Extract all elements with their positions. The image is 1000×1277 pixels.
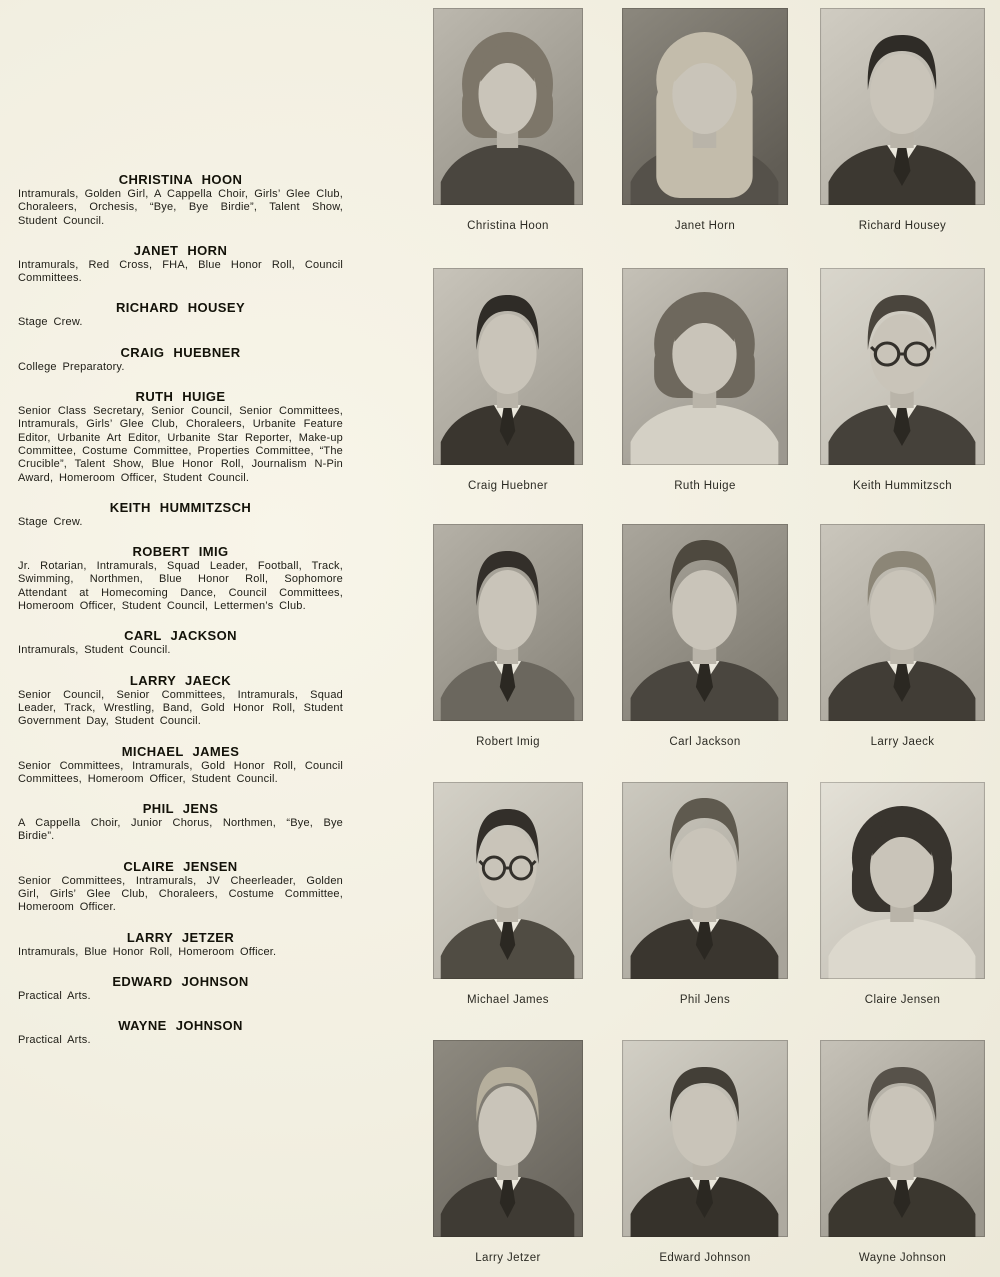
portrait-cell: [433, 268, 583, 492]
student-name: KEITH HUMMITZSCH: [109, 499, 252, 515]
student-name: EDWARD JOHNSON: [112, 973, 249, 989]
student-activities: Intramurals, Student Council.: [18, 644, 171, 657]
portrait-silhouette: [820, 268, 985, 465]
portrait-photo: [622, 782, 788, 979]
portrait-cell: [820, 268, 985, 492]
portrait-cell: [433, 8, 583, 232]
portrait-photo: [820, 524, 985, 721]
portrait-cell: [820, 524, 985, 748]
student-activities: Senior Class Secretary, Senior Council, Senior Committees, Intramurals, Girls’ Glee Club, Choraleers, Urbanite Feature Editor, Urbanite Art Editor, Urbanite Star Reporter, Make-up Committee, Costume Committee, Properties Committee, “The Crucible”, Talent Show, Blue Honor Roll, Journalism N-Pin Award, Homeroom Officer, Student Council.: [18, 405, 343, 484]
portrait-silhouette: [622, 1040, 788, 1237]
portrait-caption: Larry Jaeck: [870, 736, 935, 748]
student-activities: A Cappella Choir, Junior Chorus, Northmen, “Bye, Bye Birdie”.: [18, 817, 343, 843]
student-activities: Intramurals, Blue Honor Roll, Homeroom Officer.: [18, 945, 277, 958]
portrait-photo: [433, 268, 583, 465]
student-activities: Senior Committees, Intramurals, JV Cheerleader, Golden Girl, Girls’ Glee Club, Choraleers, Costume Committee, Homeroom Officer.: [18, 874, 343, 914]
portrait-silhouette: [820, 524, 985, 721]
student-activities: Intramurals, Red Cross, FHA, Blue Honor Roll, Council Committees.: [18, 258, 343, 285]
student-name: CLAIRE JENSEN: [123, 858, 238, 874]
portrait-photo: [622, 1040, 788, 1237]
portrait-silhouette: [622, 524, 788, 721]
portrait-silhouette: [433, 524, 583, 721]
portrait-silhouette: [622, 782, 788, 979]
portrait-caption: Ruth Huige: [674, 480, 736, 492]
portrait-silhouette: [622, 268, 788, 465]
portrait-caption: Larry Jetzer: [475, 1252, 541, 1264]
portrait-cell: [820, 8, 985, 232]
portrait-cell: [433, 782, 583, 1006]
student-activities: Intramurals, Golden Girl, A Cappella Choir, Girls’ Glee Club, Choraleers, Orchesis, “Bye, Bye Birdie”, Talent Show, Student Council.: [18, 188, 343, 227]
portrait-silhouette: [433, 1040, 583, 1237]
student-name: LARRY JETZER: [126, 929, 235, 945]
portrait-cell: [622, 8, 788, 232]
portrait-caption: Michael James: [467, 994, 549, 1006]
student-name: CHRISTINA HOON: [118, 172, 243, 187]
portrait-photo: [820, 1040, 985, 1237]
portrait-cell: [820, 782, 985, 1006]
student-activities: Practical Arts.: [18, 1034, 91, 1047]
portrait-cell: [622, 782, 788, 1006]
student-activities: Senior Council, Senior Committees, Intramurals, Squad Leader, Track, Wrestling, Band, Gold Honor Roll, Student Government Day, Student Council.: [18, 688, 343, 728]
student-activities: Stage Crew.: [18, 515, 83, 528]
student-name: CARL JACKSON: [124, 628, 237, 644]
portrait-photo: [433, 782, 583, 979]
portrait-cell: [433, 1040, 583, 1264]
student-activities: Practical Arts.: [18, 989, 91, 1002]
portrait-silhouette: [820, 1040, 985, 1237]
portrait-caption: Janet Horn: [674, 220, 736, 232]
portrait-photo: [433, 524, 583, 721]
portrait-caption: Carl Jackson: [669, 736, 741, 748]
portrait-cell: [433, 524, 583, 748]
student-name: JANET HORN: [133, 242, 228, 258]
portrait-cell: [622, 524, 788, 748]
portrait-silhouette: [820, 8, 985, 205]
portrait-caption: Edward Johnson: [659, 1252, 751, 1264]
student-name: LARRY JAECK: [129, 672, 232, 688]
portrait-caption: Phil Jens: [679, 994, 731, 1006]
student-activities: Jr. Rotarian, Intramurals, Squad Leader, Football, Track, Swimming, Northmen, Blue Honor Roll, Sophomore Attendant at Homecoming Dance, Council Committees, Homeroom Officer, Student Council, Lettermen’s Club.: [18, 560, 343, 613]
portrait-photo: [820, 268, 985, 465]
portrait-cell: [622, 268, 788, 492]
portrait-silhouette: [433, 782, 583, 979]
student-name: RICHARD HOUSEY: [115, 300, 246, 316]
portrait-cell: [820, 1040, 985, 1264]
portrait-silhouette: [433, 8, 583, 205]
portrait-silhouette: [820, 782, 985, 979]
portrait-photo: [820, 8, 985, 205]
student-name: CRAIG HUEBNER: [120, 344, 241, 360]
student-activities: Senior Committees, Intramurals, Gold Honor Roll, Council Committees, Homeroom Officer, Student Council.: [18, 759, 343, 785]
student-activities: College Preparatory.: [18, 360, 125, 373]
portrait-caption: Keith Hummitzsch: [852, 480, 953, 492]
portrait-cell: [622, 1040, 788, 1264]
portrait-silhouette: [622, 8, 788, 205]
portrait-photo: [622, 8, 788, 205]
portrait-photo: [433, 1040, 583, 1237]
student-name: WAYNE JOHNSON: [118, 1018, 243, 1034]
student-name: MICHAEL JAMES: [121, 743, 240, 759]
portrait-caption: Craig Huebner: [468, 480, 548, 492]
student-name: ROBERT IMIG: [132, 544, 229, 560]
portrait-photo: [622, 524, 788, 721]
portrait-photo: [622, 268, 788, 465]
portrait-caption: Christina Hoon: [467, 220, 549, 232]
student-name: RUTH HUIGE: [135, 389, 226, 405]
portrait-photo: [433, 8, 583, 205]
portrait-photo: [820, 782, 985, 979]
student-name: PHIL JENS: [142, 801, 219, 817]
portrait-caption: Wayne Johnson: [858, 1252, 947, 1264]
portrait-caption: Robert Imig: [476, 736, 540, 748]
portrait-caption: Richard Housey: [858, 220, 947, 232]
portrait-caption: Claire Jensen: [864, 994, 941, 1006]
student-activities: Stage Crew.: [18, 316, 83, 329]
portrait-silhouette: [433, 268, 583, 465]
